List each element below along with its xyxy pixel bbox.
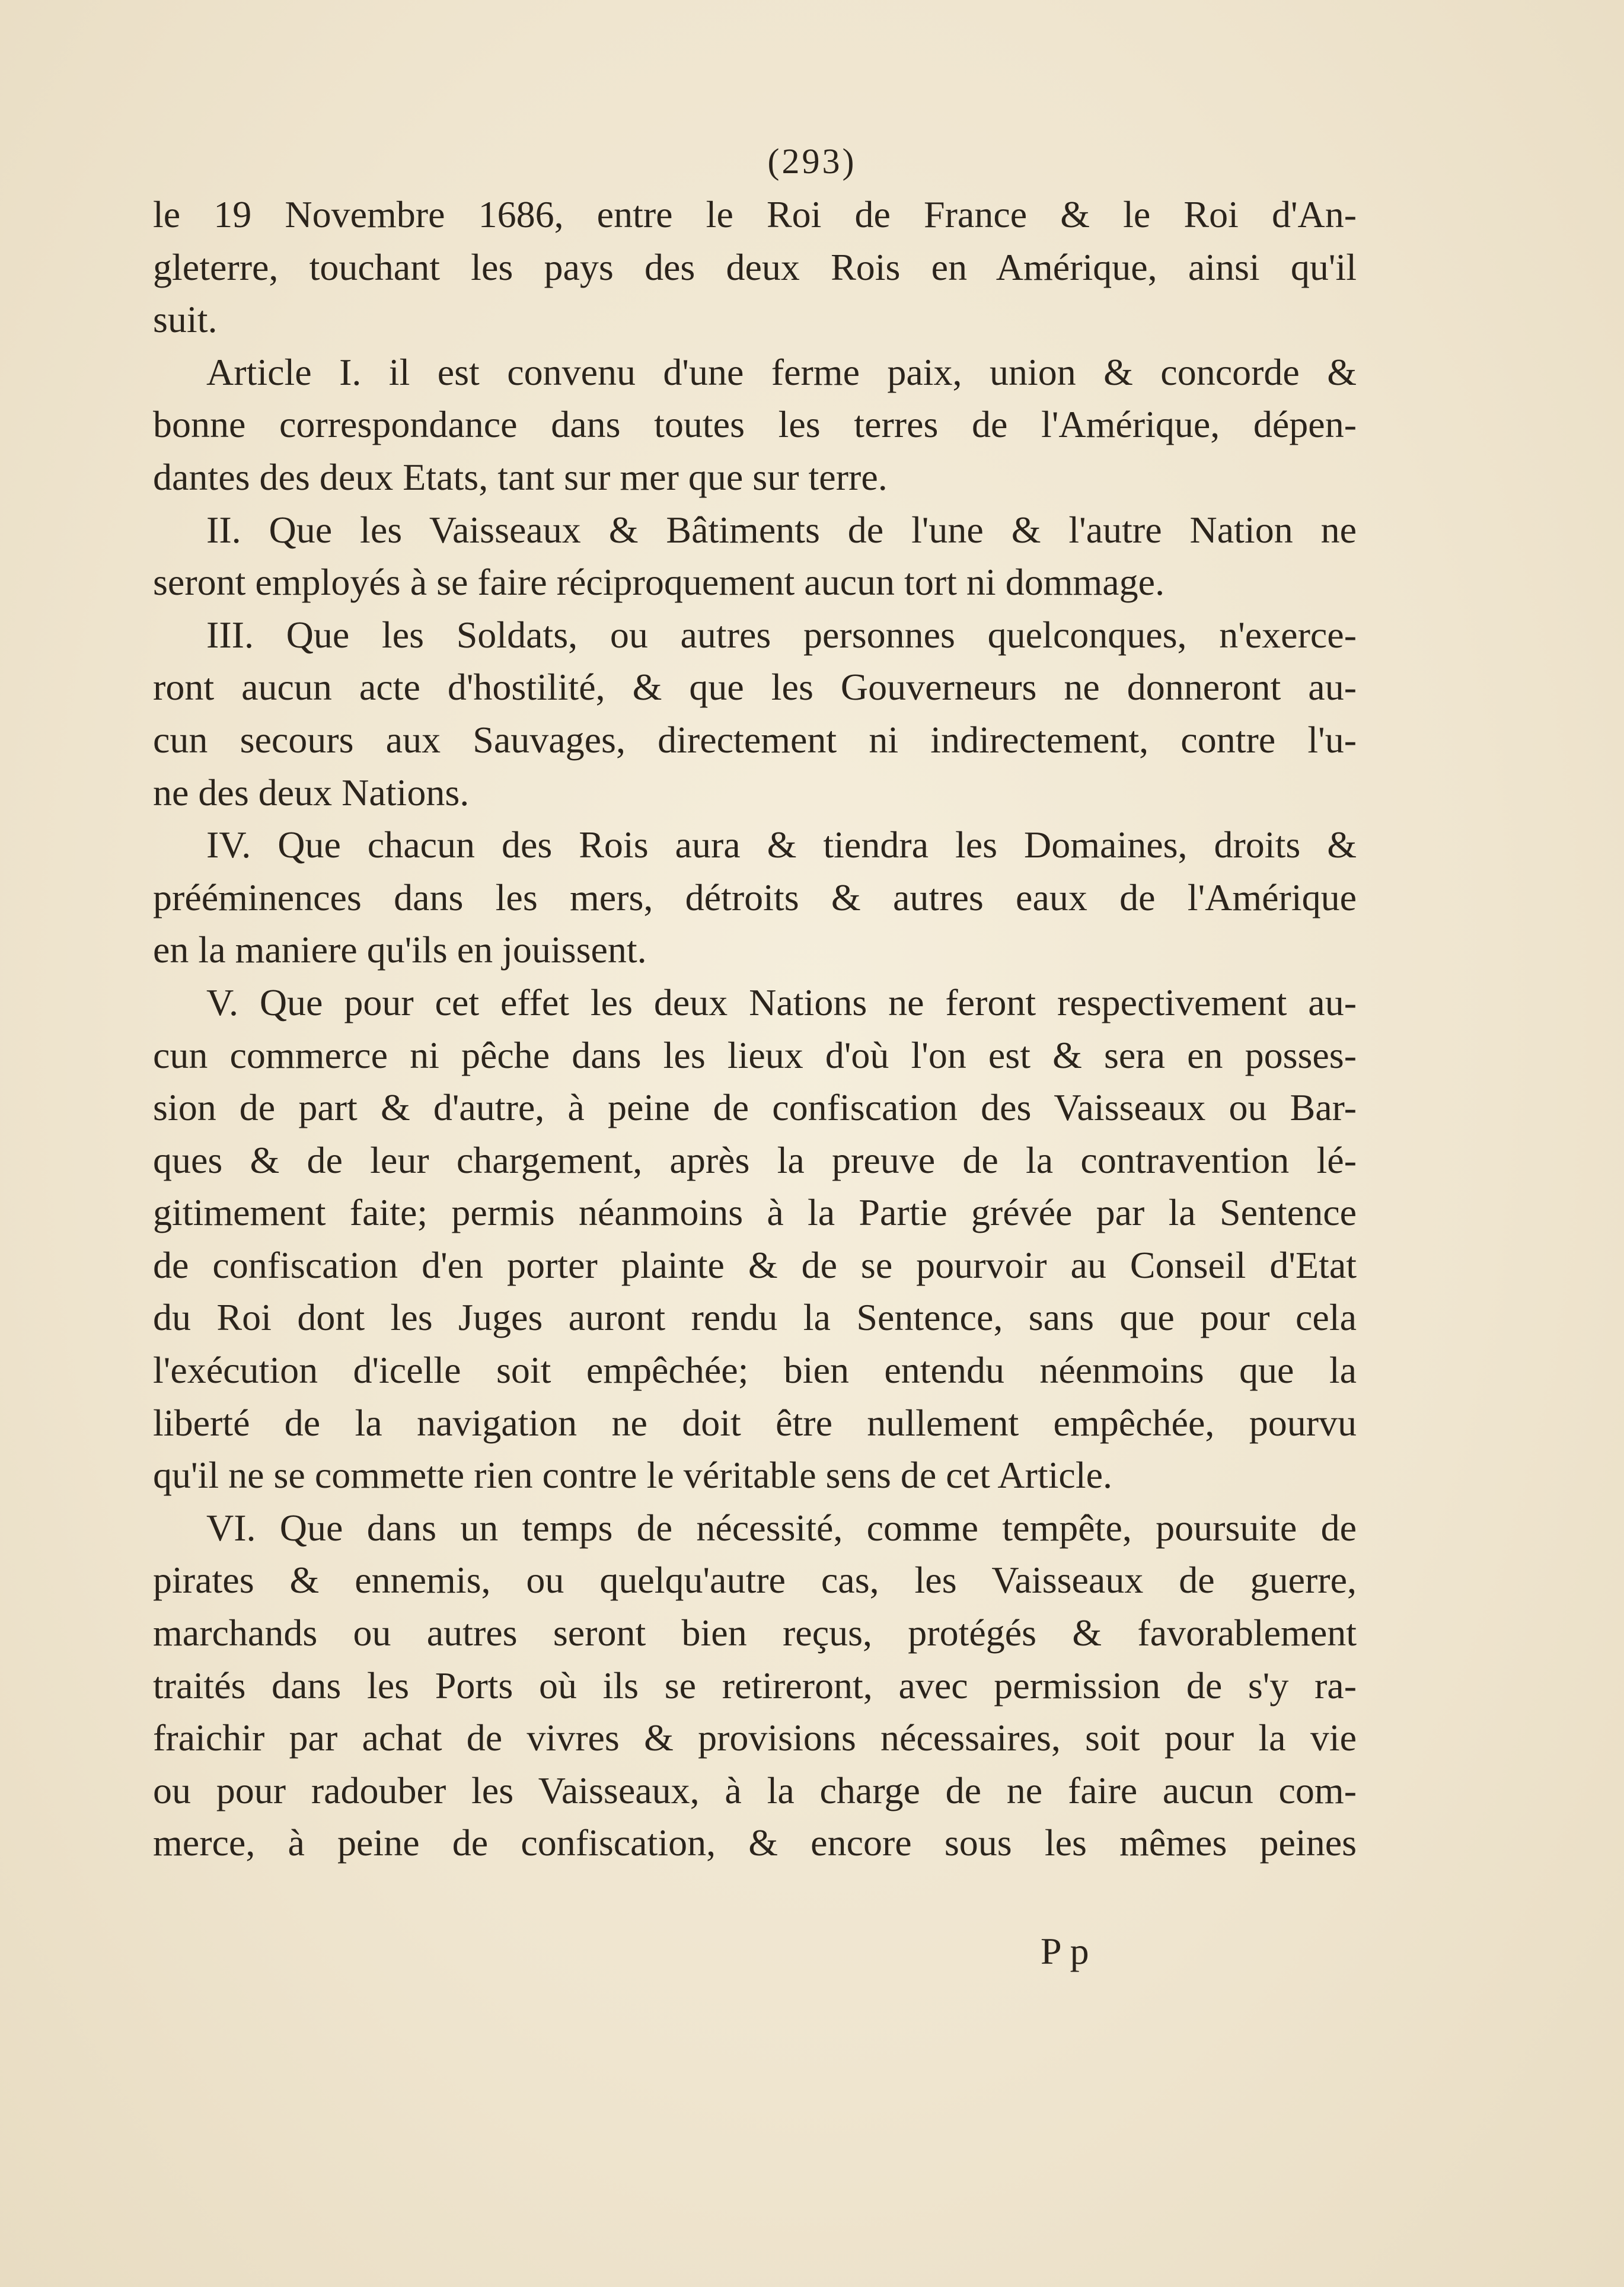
text-line: de confiscation d'en porter plainte & de se pourvoir au Conseil d'Etat — [153, 1243, 1357, 1286]
text-line: bonne correspondance dans toutes les terres de l'Amérique, dépen- — [153, 403, 1357, 446]
text-line: Article I. il est convenu d'une ferme paix, union & concorde & — [206, 350, 1357, 393]
text-line: ques & de leur chargement, après la preuve de la contravention lé- — [153, 1138, 1357, 1181]
text-line: ront aucun acte d'hostilité, & que les Gouverneurs ne donneront au- — [153, 666, 1357, 709]
text-line: ne des deux Nations. — [153, 771, 470, 814]
text-line: suit. — [153, 298, 218, 341]
text-line: en la maniere qu'ils en jouissent. — [153, 929, 647, 971]
text-line: II. Que les Vaisseaux & Bâtiments de l'une & l'autre Nation ne — [206, 508, 1357, 551]
page-number: (293) — [767, 142, 857, 181]
text-line: fraichir par achat de vivres & provisions nécessaires, soit pour la vie — [153, 1717, 1357, 1759]
text-line: le 19 Novembre 1686, entre le Roi de France & le Roi d'An- — [153, 193, 1357, 235]
text-line: V. Que pour cet effet les deux Nations ne feront respectivement au- — [206, 981, 1357, 1023]
text-line: pirates & ennemis, ou quelqu'autre cas, les Vaisseaux de guerre, — [153, 1559, 1357, 1602]
text-line: l'exécution d'icelle soit empêchée; bien entendu néenmoins que la — [153, 1349, 1357, 1392]
signature-mark: Pp — [1041, 1930, 1097, 1972]
text-line: ou pour radouber les Vaisseaux, à la charge de ne faire aucun com- — [153, 1769, 1357, 1811]
body-text — [153, 189, 1357, 1870]
text-line: dantes des deux Etats, tant sur mer que sur terre. — [153, 455, 888, 498]
text-line: gitimement faite; permis néanmoins à la Partie grévée par la Sentence — [153, 1191, 1357, 1234]
text-line: VI. Que dans un temps de nécessité, comme tempête, poursuite de — [206, 1506, 1357, 1549]
text-line: traités dans les Ports où ils se retireront, avec permission de s'y ra- — [153, 1664, 1357, 1707]
text-line: prééminences dans les mers, détroits & autres eaux de l'Amérique — [153, 876, 1357, 918]
text-line: seront employés à se faire réciproquement aucun tort ni dommage. — [153, 561, 1165, 604]
text-line: IV. Que chacun des Rois aura & tiendra les Domaines, droits & — [206, 824, 1357, 866]
text-line: cun commerce ni pêche dans les lieux d'où l'on est & sera en posses- — [153, 1034, 1357, 1076]
text-line: III. Que les Soldats, ou autres personnes quelconques, n'exerce- — [206, 613, 1357, 656]
text-line: marchands ou autres seront bien reçus, protégés & favorablement — [153, 1612, 1357, 1654]
text-line: liberté de la navigation ne doit être nullement empêchée, pourvu — [153, 1401, 1357, 1444]
text-line: gleterre, touchant les pays des deux Rois en Amérique, ainsi qu'il — [153, 245, 1357, 288]
text-line: sion de part & d'autre, à peine de confiscation des Vaisseaux ou Bar- — [153, 1086, 1357, 1129]
text-line: cun secours aux Sauvages, directement ni indirectement, contre l'u- — [153, 718, 1357, 761]
text-line: qu'il ne se commette rien contre le véritable sens de cet Article. — [153, 1454, 1112, 1497]
text-line: du Roi dont les Juges auront rendu la Sentence, sans que pour cela — [153, 1296, 1357, 1339]
text-line: merce, à peine de confiscation, & encore sous les mêmes peines — [153, 1822, 1357, 1864]
